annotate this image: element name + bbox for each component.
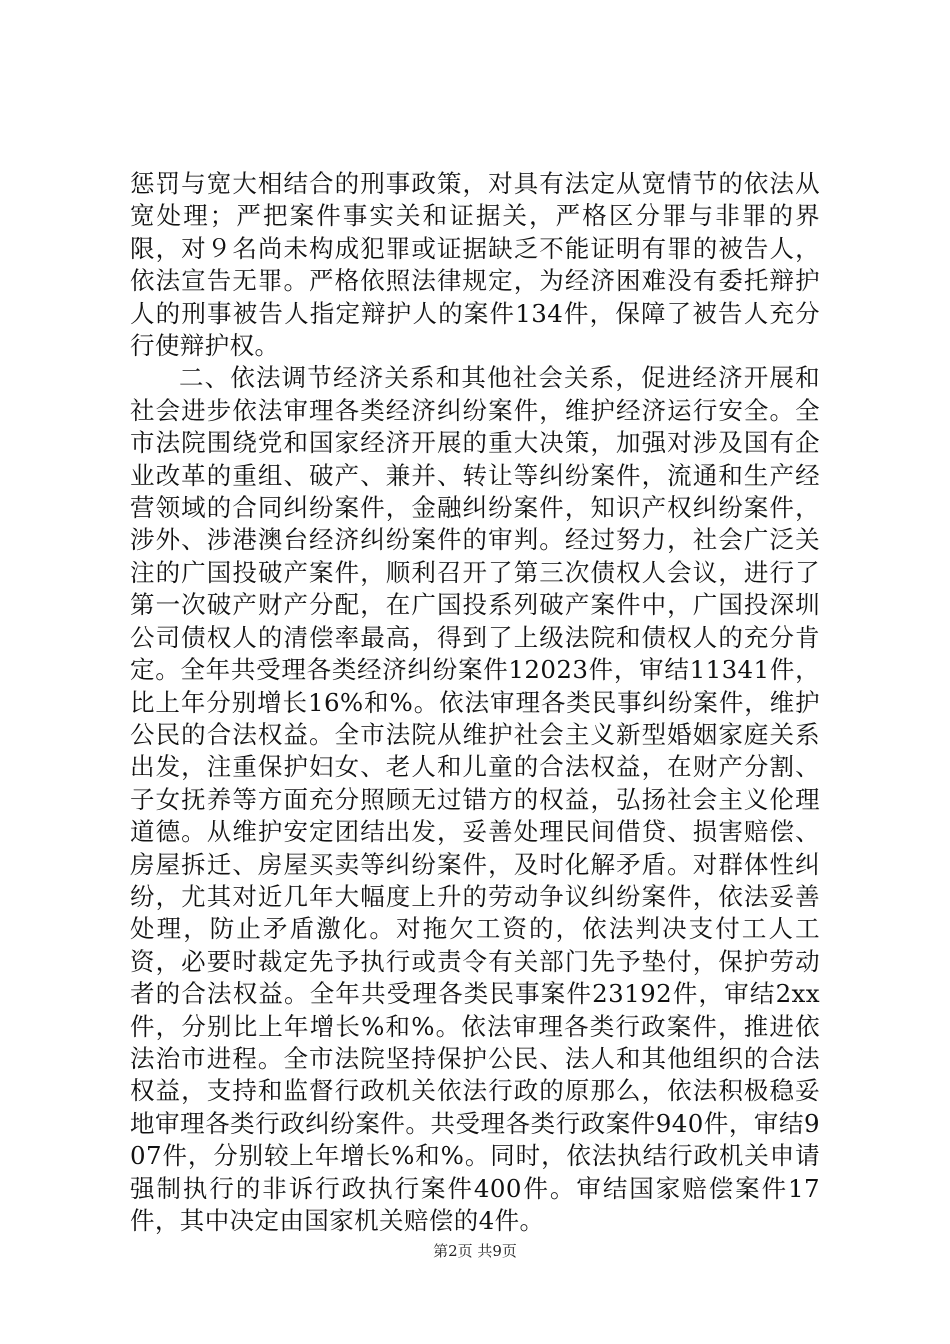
page-footer: 第2页 共9页 <box>433 1242 517 1260</box>
paragraph-1: 惩罚与宽大相结合的刑事政策，对具有法定从宽情节的依法从宽处理；严把案件事实关和证据关，严格区分罪与非罪的界限，对９名尚未构成犯罪或证据缺乏不能证明有罪的被告人，依法宣告无罪。严格依照法律规定，为经济困难没有委托辩护人的刑事被告人指定辩护人的案件134件，保障了被告人充分行使辩护权。 <box>130 169 820 361</box>
document-body <box>130 168 820 1237</box>
paragraph-2: 二、依法调节经济关系和其他社会关系，促进经济开展和社会进步依法审理各类经济纠纷案件，维护经济运行安全。全市法院围绕党和国家经济开展的重大决策，加强对涉及国有企业改革的重组、破产、兼并、转让等纠纷案件，流通和生产经营领域的合同纠纷案件，金融纠纷案件，知识产权纠纷案件，涉外、涉港澳台经济纠纷案件的审判。经过努力，社会广泛关注的广国投破产案件，顺利召开了第三次债权人会议，进行了第一次破产财产分配，在广国投系列破产案件中，广国投深圳公司债权人的清偿率最高，得到了上级法院和债权人的充分肯定。全年共受理各类经济纠纷案件12023件，审结11341件，比上年分别增长16%和%。依法审理各类民事纠纷案件，维护公民的合法权益。全市法院从维护社会主义新型婚姻家庭关系出发，注重保护妇女、老人和儿童的合法权益，在财产分割、子女抚养等方面充分照顾无过错方的权益，弘扬社会主义伦理道德。从维护安定团结出发，妥善处理民间借贷、损害赔偿、房屋拆迁、房屋买卖等纠纷案件，及时化解矛盾。对群体性纠纷，尤其对近几年大幅度上升的劳动争议纠纷案件，依法妥善处理，防止矛盾激化。对拖欠工资的，依法判决支付工人工资，必要时裁定先予执行或责令有关部门先予垫付，保护劳动者的合法权益。全年共受理各类民事案件23192件，审结2xx件，分别比上年增长%和%。依法审理各类行政案件，推进依法治市进程。全市法院坚持保护公民、法人和其他组织的合法权益，支持和监督行政机关依法行政的原那么，依法积极稳妥地审理各类行政纠纷案件。共受理各类行政案件940件，审结907件，分别较上年增长%和%。同时，依法执结行政机关申请强制执行的非诉行政执行案件400件。审结国家赔偿案件17件，其中决定由国家机关赔偿的4件。 <box>130 363 820 1235</box>
